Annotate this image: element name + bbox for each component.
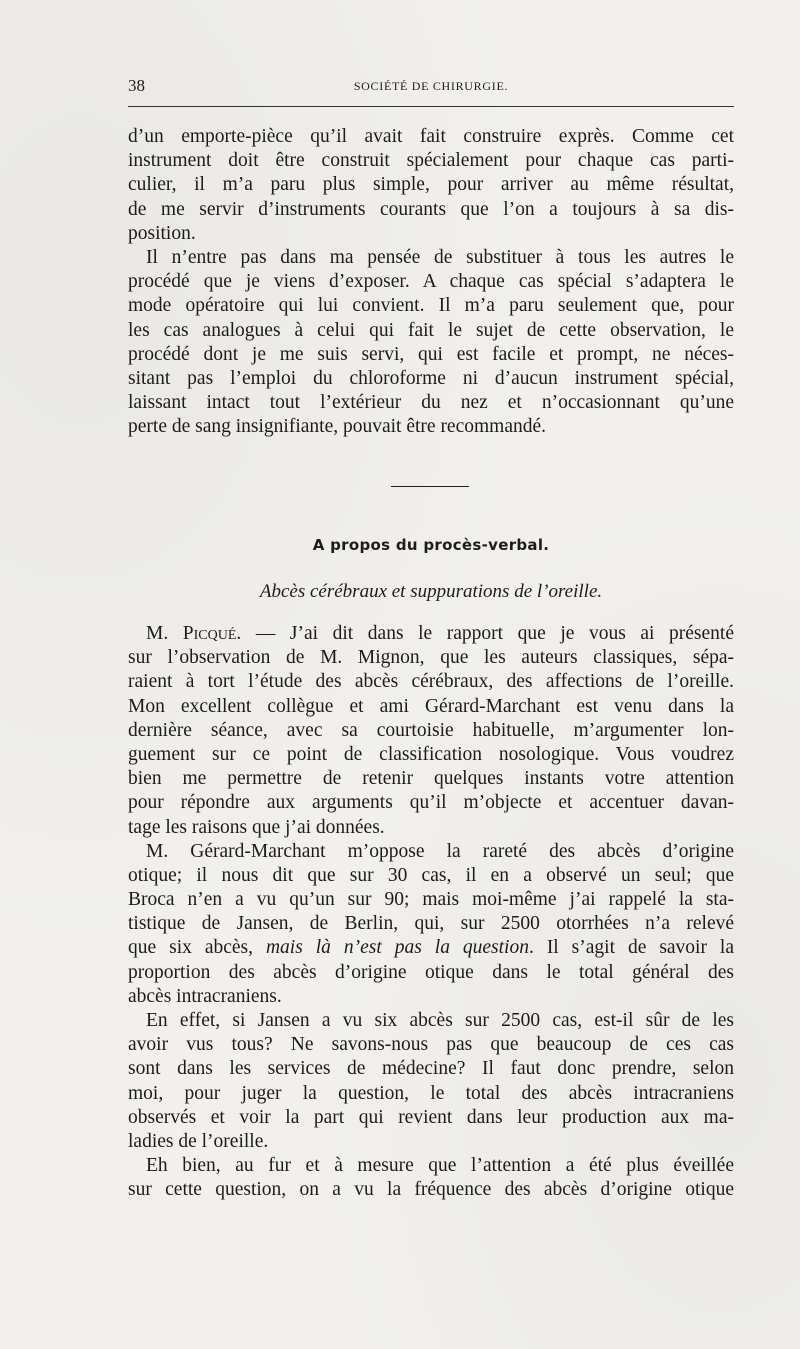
text-line: proportion des abcès d’origine otique dans le total général des: [128, 961, 734, 983]
text-line: ladies de l’oreille.: [128, 1130, 269, 1152]
text-line: Il n’entre pas dans ma pensée de substituer à tous les autres le: [146, 246, 734, 268]
paragraph-1: [128, 125, 734, 246]
paragraph-6: [128, 1154, 734, 1202]
text-line: sitant pas l’emploi du chloroforme ni d’aucun instrument spécial,: [128, 367, 734, 389]
text-line: bien me permettre de retenir quelques instants votre attention: [128, 768, 734, 790]
section-subtitle: Abcès cérébraux et suppurations de l’oreille.: [259, 581, 603, 602]
text-line: pour répondre aux arguments qu’il m’objecte et accentuer davan-: [128, 792, 734, 814]
line-start: que six abcès,: [128, 937, 266, 959]
text-line: En effet, si Jansen a vu six abcès sur 2500 cas, est-il sûr de les: [146, 1010, 734, 1031]
header-rule: [128, 106, 734, 107]
text-line: instrument doit être construit spécialement pour chaque cas parti-: [128, 150, 734, 172]
text-line: procédé dont je me suis servi, qui est facile et prompt, ne néces-: [128, 343, 734, 365]
line-rest: . — J’ai dit dans le rapport que je vous ai présenté: [236, 623, 734, 644]
section-title: A propos du procès-verbal.: [312, 536, 550, 554]
page-header: [128, 74, 734, 98]
text-line: dernière séance, avec sa courtoisie habituelle, m’argumenter lon-: [128, 719, 734, 741]
text-line: Eh bien, au fur et à mesure que l’attention a été plus éveillée: [146, 1155, 734, 1177]
body-text-top: [128, 125, 734, 439]
page-number: 38: [128, 76, 145, 95]
text-line: procédé que je viens d’exposer. A chaque cas spécial s’adaptera le: [128, 271, 734, 293]
text-line: perte de sang insignifiante, pouvait être recommandé.: [128, 416, 547, 438]
text-line: les cas analogues à celui qui fait le sujet de cette observation, le: [128, 319, 734, 341]
text-line: moi, pour juger la question, le total des abcès intracraniens: [128, 1082, 734, 1104]
text-line: mode opératoire qui lui convient. Il m’a paru seulement que, pour: [128, 295, 734, 317]
text-line: sont dans les services de médecine? Il faut donc prendre, selon: [128, 1058, 734, 1080]
text-line: tage les raisons que j’ai données.: [128, 816, 385, 838]
text-line: [128, 936, 734, 960]
text-line: d’un emporte-pièce qu’il avait fait construire exprès. Comme cet: [128, 126, 734, 147]
text-line: de me servir d’instruments courants que l’on a toujours à sa dis-: [128, 198, 734, 220]
text-line: laissant intact tout l’extérieur du nez et n’occasionnant qu’une: [128, 392, 734, 414]
speaker-name: Picqué: [182, 623, 237, 644]
text-line: sur l’observation de M. Mignon, que les auteurs classiques, sépa-: [128, 647, 734, 669]
text-line: sur cette question, on a vu la fréquence des abcès d’origine otique: [128, 1179, 734, 1201]
line-end: . Il s’agit de savoir la: [528, 937, 734, 959]
text-line: avoir vus tous? Ne savons-nous pas que beaucoup de ces cas: [128, 1034, 734, 1056]
text-line: otique; il nous dit que sur 30 cas, il en a observé un seul; que: [128, 864, 734, 886]
text-line: abcès intracraniens.: [128, 985, 282, 1007]
text-line: M. Gérard-Marchant m’oppose la rareté des abcès d’origine: [146, 840, 734, 862]
paragraph-2: [128, 246, 734, 440]
text-line: Mon excellent collègue et ami Gérard-Marchant est venu dans la: [128, 695, 734, 717]
section-separator: [391, 486, 469, 487]
text-line: [128, 622, 734, 646]
text-line: guement sur ce point de classification nosologique. Vous voudrez: [128, 743, 734, 765]
paragraph-5: [128, 1009, 734, 1154]
paragraph-3: [128, 622, 734, 840]
text-line: culier, il m’a paru plus simple, pour arriver au même résultat,: [128, 174, 734, 196]
running-title: SOCIÉTÉ DE CHIRURGIE.: [353, 79, 509, 93]
italic-phrase: mais là n’est pas la question: [265, 937, 529, 959]
text-line: tistique de Jansen, de Berlin, qui, sur 2500 otorrhées n’a relevé: [128, 913, 734, 935]
paragraph-4: [128, 840, 734, 1009]
text-line: raient à tort l’étude des abcès cérébraux, des affections de l’oreille.: [128, 671, 734, 693]
body-text-bottom: [128, 622, 734, 1203]
speaker-prefix: M.: [146, 623, 183, 644]
text-line: position.: [128, 222, 196, 244]
text-line: observés et voir la part qui revient dans leur production aux ma-: [128, 1106, 734, 1128]
text-line: Broca n’en a vu qu’un sur 90; mais moi-même j’ai rappelé la sta-: [128, 889, 734, 911]
